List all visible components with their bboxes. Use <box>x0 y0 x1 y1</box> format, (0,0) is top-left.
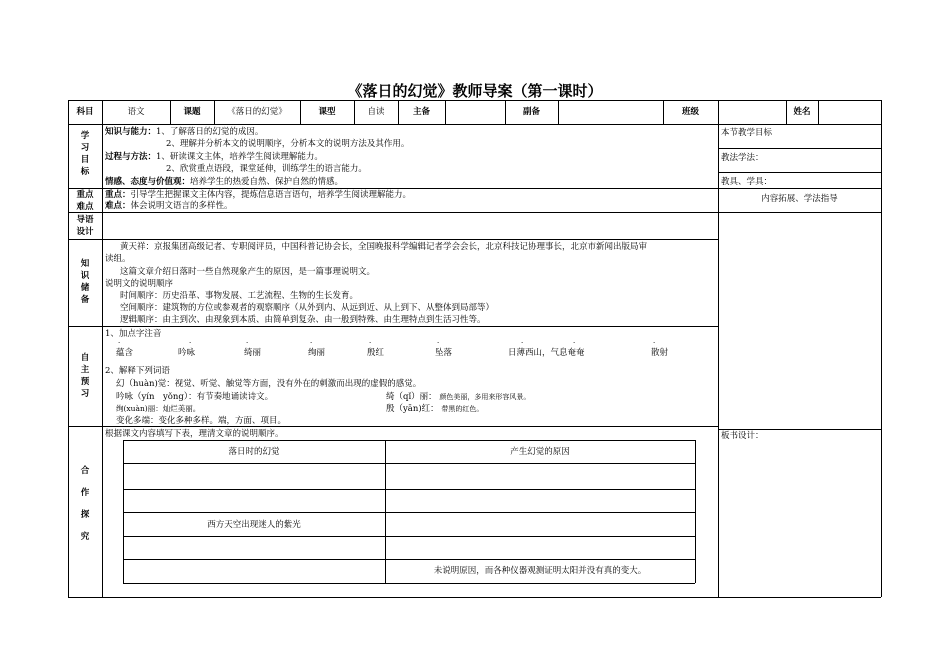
divider <box>123 559 695 560</box>
teaching-tools-note: 教具、学具： <box>721 177 773 187</box>
definition-bianhua: 变化多端：变化多种多样。端，方面、项目。 <box>116 416 287 426</box>
table-border-left <box>68 100 69 597</box>
divider <box>718 429 719 597</box>
knowledge-goal-line <box>105 126 263 138</box>
divider <box>445 100 446 124</box>
cooperation-instruction: 根据课文内容填写下表，理清文章的说明顺序。 <box>105 429 284 439</box>
extension-note: 内容拓展、学法指导 <box>761 194 838 204</box>
inner-table <box>123 440 695 583</box>
word-2: 吟咏 <box>178 348 196 358</box>
page-title: 《落日的幻觉》教师导案（第一课时） <box>347 82 603 100</box>
definition-yanhong-word: 殷（yān)红： <box>386 404 439 414</box>
divider <box>818 100 819 124</box>
divider <box>123 440 695 441</box>
definition-xuanli-text: 绚(xuàn)丽：灿烂美丽。 <box>116 404 201 413</box>
main-preparer-label: 主备 <box>412 107 430 117</box>
emphasis-dot: · <box>521 339 524 347</box>
divider <box>385 440 386 583</box>
divider <box>695 440 696 583</box>
definition-yinyong: 吟咏（yín yǒng）：有节奏地诵读诗文。 <box>116 392 274 402</box>
emphasis-dot: · <box>189 339 192 347</box>
emotion-goal-text: 培养学生的热爱自然、保护自然的情感。 <box>190 177 344 187</box>
table-border-right <box>881 100 882 597</box>
divider <box>718 172 881 173</box>
logic-order: 逻辑顺序：由主到次、由现象到本质、由简单到复杂、由一般到特殊、由生理特点到生活习性等。 <box>120 315 486 325</box>
definition-qili-meaning: 颜色美丽，多用来形容风景。 <box>439 393 531 401</box>
emphasis-dot: · <box>573 339 576 347</box>
word-4: 绚丽 <box>308 348 326 358</box>
divider <box>68 212 881 213</box>
emotion-goal-line <box>105 176 343 188</box>
type-label: 课型 <box>318 107 336 117</box>
key-point-label: 重点： <box>105 190 131 200</box>
key-points-label: 重点 难点 <box>76 190 94 212</box>
name-label: 姓名 <box>793 107 811 117</box>
goals-label: 学 习 目 标 <box>80 131 90 177</box>
topic-value: 《落日的幻觉》 <box>227 107 287 117</box>
divider <box>558 100 559 124</box>
difficult-point-label: 难点： <box>105 201 131 211</box>
definition-qili-word: 绮（qǐ）丽： <box>386 392 437 402</box>
author-intro-line-1: 黄天祥：京报集团高级记者、专职阅评员，中国科普记协会长，全国晚报科学编辑记者学会会长，北京科技记协理事长，北京市新闻出版局审 <box>120 242 648 252</box>
subject-label: 科目 <box>76 107 94 117</box>
column-header-illusion: 落日时的幻觉 <box>228 447 280 457</box>
word-3: 绮丽 <box>244 348 262 358</box>
divider <box>123 489 695 490</box>
divider <box>123 512 695 513</box>
process-goal-2: 2、欣赏重点语段，课堂延伸，训练学生的语言能力。 <box>166 164 367 174</box>
table-border-bottom <box>68 597 881 598</box>
emotion-goal-label: 情感、态度与价值观： <box>105 177 191 187</box>
knowledge-label: 知 识 储 备 <box>80 259 90 305</box>
emphasis-dot: · <box>246 339 249 347</box>
process-goal-1: 1、研读课文主体，培养学生阅读理解能力。 <box>156 152 323 162</box>
column-header-cause: 产生幻觉的原因 <box>510 447 570 457</box>
knowledge-goal-1: 1、了解落日的幻觉的成因。 <box>156 127 264 137</box>
process-goal-label: 过程与方法： <box>105 152 157 162</box>
table-border-top <box>68 100 881 101</box>
word-6: 坠落 <box>435 348 453 358</box>
difficult-point-line <box>105 200 233 212</box>
definition-huanjue: 幻（huàn)觉：视觉、听觉、触觉等方面，没有外在的刺激而出现的虚假的感觉。 <box>116 379 422 389</box>
emphasis-dot: · <box>310 339 313 347</box>
divider <box>123 463 695 464</box>
definition-qili <box>386 391 530 403</box>
cooperation-label: 合 作 探 究 <box>80 466 90 542</box>
divider <box>718 212 719 439</box>
emphasis-dot: · <box>437 339 440 347</box>
table-cell-no-cause: 未说明原因，而各种仪器观测证明太阳并没有真的变大。 <box>433 566 647 576</box>
intro-label: 导语 设计 <box>76 215 94 237</box>
divider <box>123 440 124 583</box>
teaching-methods-note: 教法学法： <box>721 153 764 163</box>
divider <box>68 326 718 327</box>
definition-task: 2、解释下列词语 <box>105 366 170 376</box>
definition-yanhong <box>386 403 483 415</box>
divider <box>718 100 719 124</box>
deputy-preparer-label: 副备 <box>522 107 540 117</box>
subject-value: 语文 <box>127 107 145 117</box>
definition-xuanli <box>116 403 200 415</box>
process-goal-line <box>105 151 323 163</box>
word-5: 殷红 <box>367 348 385 358</box>
time-order: 时间顺序：历史沿革、事物发展、工艺流程、生物的生长发育。 <box>120 291 359 301</box>
word-7: 日薄西山，气息奄奄 <box>508 348 585 358</box>
class-label: 班级 <box>681 107 699 117</box>
divider <box>123 583 695 584</box>
text-summary: 这篇文章介绍日落时一些自然现象产生的原因，是一篇事理说明文。 <box>120 267 376 277</box>
knowledge-goal-label: 知识与能力： <box>105 127 157 137</box>
table-cell-purple-light: 西方天空出现迷人的紫光 <box>207 520 301 530</box>
word-1: 蕴含 <box>116 348 134 358</box>
word-8: 散射 <box>651 348 669 358</box>
type-value: 自读 <box>367 107 385 117</box>
preview-label: 自 主 预 习 <box>80 353 90 399</box>
divider <box>68 239 718 240</box>
space-order: 空间顺序：建筑物的方位或参观者的观察顺序（从外到内、从远到近、从上到下、从整体到局部等） <box>120 303 495 313</box>
emphasis-dot: · <box>653 339 656 347</box>
author-intro-line-2: 读组。 <box>105 254 131 264</box>
teaching-goals-note: 本节教学目标 <box>721 128 773 138</box>
pinyin-task: 1、加点字注音 <box>105 329 162 339</box>
difficult-point-text: 体会说明文语言的多样性。 <box>130 201 233 211</box>
divider <box>102 100 103 597</box>
divider <box>718 148 881 149</box>
emphasis-dot: · <box>118 339 121 347</box>
emphasis-dot: · <box>369 339 372 347</box>
order-heading: 说明文的说明顺序 <box>105 279 174 289</box>
divider <box>68 124 881 125</box>
divider <box>123 536 695 537</box>
definition-yanhong-meaning: 带黑的红色。 <box>441 405 484 413</box>
lesson-plan-table <box>68 100 881 597</box>
key-point-text: 引导学生把握课文主体内容，提炼信息语言语句，培养学生阅读理解能力。 <box>130 190 412 200</box>
topic-label: 课题 <box>183 107 201 117</box>
board-design-note: 板书设计： <box>721 431 764 441</box>
knowledge-goal-2: 2、理解并分析本文的说明顺序，分析本文的说明方法及其作用。 <box>166 139 410 149</box>
